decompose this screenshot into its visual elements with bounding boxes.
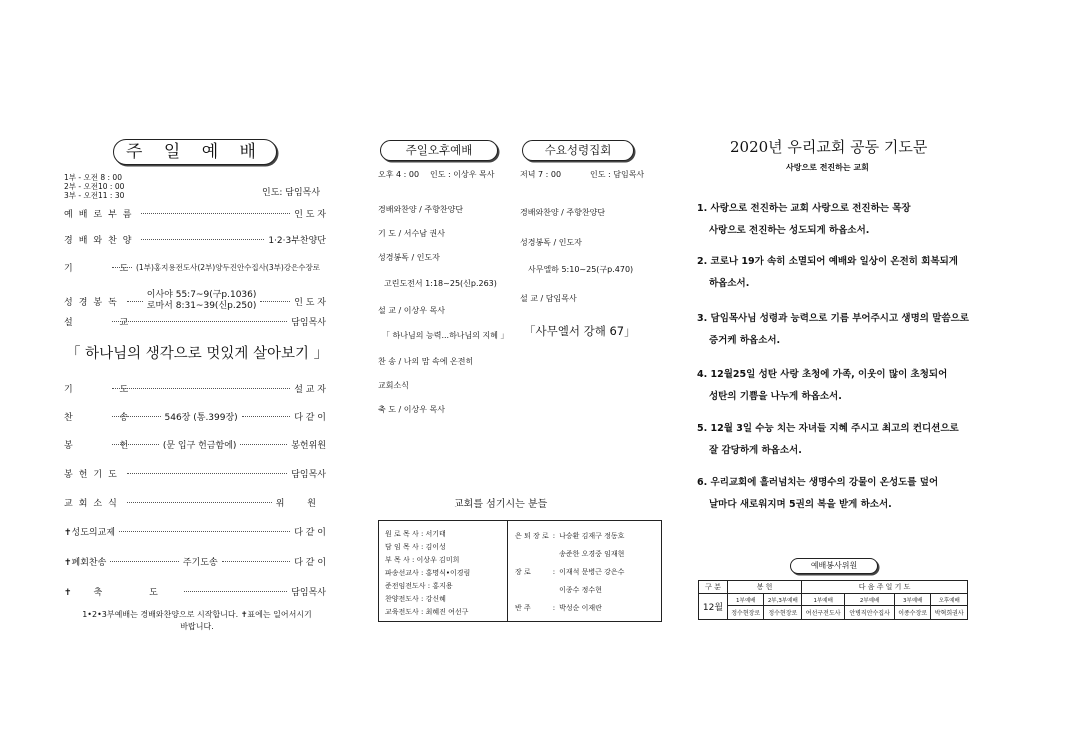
wednesday-title: 수요성령집회 [522, 140, 634, 161]
staff-entry: 찬양전도사 : 강신혜 [385, 594, 446, 603]
duty-name: 여선구전도사 [802, 606, 845, 620]
leader-dots [260, 301, 290, 302]
sunday-note [72, 609, 322, 633]
staff-row [383, 605, 472, 618]
leader-dots [112, 267, 132, 268]
staff-row [383, 592, 472, 605]
time-2: 2부 - 오전10 : 00 [64, 182, 125, 191]
order2-row [64, 382, 326, 395]
staff-row [513, 563, 626, 581]
staff-box [378, 520, 662, 622]
order-label: 경배와찬양 [64, 236, 138, 246]
order2-row [64, 467, 326, 480]
scripture-1: 이사야 55:7~9(구p.1036) [146, 290, 257, 300]
leader-dots [112, 321, 287, 322]
prayer-line: 1. 사랑으로 전진하는 교회 사랑으로 전진하는 목장 [697, 203, 911, 214]
order-label: 봉 헌 [64, 441, 151, 451]
order-row-scripture [64, 290, 326, 312]
order-right: 담임목사 [291, 318, 326, 328]
leader-dots [127, 301, 143, 302]
staff-entry: 담 임 목 사 : 김이성 [385, 542, 446, 551]
order-row-call [64, 207, 326, 220]
prayer-item [697, 251, 958, 295]
prayer-line: 성탄의 기쁨을 나누게 하옵소서. [709, 391, 842, 402]
leader-dots [141, 213, 290, 214]
duty-sub: 2부,3부예배 [764, 594, 802, 606]
leader-dots [127, 473, 287, 474]
scripture-refs [147, 290, 257, 312]
leader-dots [127, 502, 272, 503]
leader-dots [112, 388, 290, 389]
leader-dots [141, 239, 264, 240]
wednesday-item: 사무엘하 5:10~25(구p.470) [528, 265, 634, 274]
order-label: 기 도 [64, 385, 151, 395]
prayer-line: 날마다 새로워지며 5권의 복을 받게 하소서. [709, 499, 892, 510]
staff-row [383, 527, 472, 540]
staff-left-table [383, 527, 472, 618]
time-1: 1부 - 오전 8 : 00 [64, 173, 122, 182]
leader-dots [110, 561, 179, 562]
prayer-line: 5. 12월 3일 수능 치는 자녀들 지혜 주시고 최고의 컨디션으로 [697, 423, 959, 434]
duty-h-gubun: 구 분 [699, 581, 728, 594]
afternoon-item: 교회소식 [378, 381, 409, 390]
prayer-item [697, 308, 969, 352]
afternoon-time: 오후 4 : 00 [378, 170, 420, 179]
duty-name: 이종수장로 [894, 606, 930, 620]
staff-names: 이재석 문병근 강은수 [559, 568, 625, 576]
wednesday-leader: 인도 : 담임목사 [590, 170, 645, 179]
afternoon-item: 찬 송 / 나의 맘 속에 온전히 [378, 357, 474, 366]
staff-row [383, 579, 472, 592]
staff-colon: : [552, 532, 556, 540]
order-label: 성경봉독 [64, 297, 123, 308]
order2-row [64, 555, 326, 568]
staff-colon: : [552, 568, 556, 576]
leader-dots [112, 444, 159, 445]
order-value: (1부)홍지용전도사(2부)양두진안수집사(3부)강은수장로 [136, 263, 321, 272]
duty-header-row [699, 581, 968, 594]
prayer-line: 3. 담임목사님 성령과 능력으로 기름 부어주시고 생명의 말씀으로 [697, 313, 969, 324]
duty-name-row [699, 606, 968, 620]
staff-entry: 부 목 사 : 이상우 김미희 [385, 555, 460, 564]
prayer-line: 2. 코로나 19가 속히 소멸되어 예배와 일상이 온전히 회복되게 [697, 256, 958, 267]
order-row-praise [64, 233, 326, 246]
afternoon-title: 주일오후예배 [380, 140, 498, 161]
afternoon-item: 경배와찬양 / 주향찬양단 [378, 205, 464, 214]
order-right: 봉헌위원 [291, 441, 327, 451]
staff-names: 나승환 김재구 정동호 [559, 532, 625, 540]
order-right: 다 같 이 [294, 413, 326, 423]
order-right: 담임목사 [291, 470, 326, 480]
order-right: 담임목사 [291, 588, 326, 598]
prayer-line: 증거케 하옵소서. [709, 335, 781, 346]
order-right: 인 도 자 [294, 210, 326, 220]
sunday-leader: 인도: 담임목사 [262, 188, 321, 198]
staff-row [383, 540, 472, 553]
wednesday-item: 경배와찬양 / 주향찬양단 [520, 208, 606, 217]
prayer-item [697, 418, 959, 462]
order-label: 교회소식 [64, 499, 123, 509]
staff-entry: 원 로 목 사 : 서기태 [385, 529, 446, 538]
sunday-times [64, 173, 124, 200]
order-label: 찬 송 [64, 413, 151, 423]
order2-row [64, 585, 326, 598]
duty-table [698, 580, 968, 620]
staff-names: 송준한 오경중 임재현 [559, 550, 625, 558]
staff-divider [507, 521, 508, 621]
staff-title: 교회를 섬기시는 분들 [454, 499, 548, 510]
staff-role [513, 581, 551, 599]
wednesday-item: 설 교 / 담임목사 [520, 294, 577, 303]
order-right: 다 같 이 [294, 558, 327, 568]
staff-entry: 준전임전도사 : 홍지용 [385, 581, 453, 590]
prayer-item [697, 198, 911, 242]
note-line-2: 바랍니다. [180, 622, 214, 631]
order-label: 설 교 [64, 318, 151, 328]
afternoon-item: 축 도 / 이상우 목사 [378, 405, 445, 414]
order-label: 봉헌기도 [64, 470, 123, 480]
order-value: 주기도송 [182, 558, 218, 568]
staff-row [513, 581, 626, 599]
leader-dots [119, 531, 290, 532]
staff-role: 반 주 [515, 604, 531, 612]
sunday-title: 주 일 예 배 [113, 139, 277, 165]
order-label: ✝축 도 [64, 588, 180, 598]
leader-dots [242, 416, 291, 417]
order-right: 다 같 이 [294, 528, 326, 538]
staff-role: 장 로 [515, 568, 531, 576]
staff-colon: : [552, 604, 556, 612]
order-value: 546장 (통.399장) [164, 413, 238, 423]
order-right: 설 교 자 [294, 385, 326, 395]
order-row-prayer [64, 261, 326, 274]
duty-name: 박혁희권사 [931, 606, 968, 620]
staff-names: 박성순 이재란 [559, 604, 602, 612]
staff-row [513, 527, 626, 545]
duty-name: 안병직안수집사 [845, 606, 895, 620]
order-label: ✝폐회찬송 [64, 558, 107, 568]
prayer-title: 2020년 우리교회 공동 기도문 [730, 138, 928, 156]
prayer-line: 6. 우리교회에 흘러넘치는 생명수의 강물이 온성도를 덮어 [697, 477, 939, 488]
duty-sub: 2부예배 [845, 594, 895, 606]
prayer-line: 하옵소서. [709, 278, 750, 289]
order2-row [64, 525, 326, 538]
afternoon-item: 고린도전서 1:18~25(신p.263) [384, 279, 497, 288]
staff-names: 이종수 정수현 [559, 586, 602, 594]
order-right: 위 원 [275, 499, 326, 509]
staff-row [383, 566, 472, 579]
duty-h-next: 다 음 주 일 기 도 [802, 581, 968, 594]
staff-row [383, 553, 472, 566]
scripture-2: 로마서 8:31~39(신p.250) [146, 301, 257, 311]
prayer-line: 사랑으로 전진하는 성도되게 하옵소서. [709, 225, 870, 236]
duty-sub-row [699, 594, 968, 606]
duty-h-bongheon: 봉 헌 [728, 581, 802, 594]
staff-row [513, 599, 626, 617]
afternoon-item: 설 교 / 이상우 목사 [378, 306, 445, 315]
order2-row [64, 496, 326, 509]
prayer-item [697, 472, 938, 516]
order2-row [64, 438, 326, 451]
staff-entry: 교육전도사 : 최혜진 여선구 [385, 607, 469, 616]
duty-name: 정수현장로 [764, 606, 802, 620]
staff-role [513, 545, 551, 563]
wednesday-time: 저녁 7 : 00 [520, 170, 562, 179]
leader-dots [222, 561, 291, 562]
afternoon-item: 기 도 / 서수남 권사 [378, 229, 445, 238]
order-label: ✝성도의교제 [64, 528, 116, 538]
prayer-line: 잘 감당하게 하옵소서. [709, 445, 802, 456]
afternoon-leader: 인도 : 이상우 목사 [430, 170, 495, 179]
leader-dots [112, 416, 161, 417]
duty-name: 정수현장로 [728, 606, 764, 620]
order-right: 1·2·3부찬양단 [268, 236, 326, 246]
afternoon-item: 성경봉독 / 인도자 [378, 253, 440, 262]
staff-right-table [513, 527, 626, 617]
duty-sub: 1부예배 [802, 594, 845, 606]
leader-dots [240, 444, 287, 445]
order-label: 기 도 [64, 264, 151, 274]
leader-dots [184, 591, 287, 592]
duty-month: 12월 [699, 594, 728, 620]
order-right: 인 도 자 [294, 297, 326, 308]
order2-row [64, 410, 326, 423]
wednesday-item: 성경봉독 / 인도자 [520, 238, 582, 247]
sermon-title: 「 하나님의 생각으로 멋있게 살아보기 」 [66, 346, 329, 362]
wednesday-sermon: 「사무엘서 강해 67」 [524, 324, 636, 338]
duty-title: 예배봉사위원 [790, 558, 878, 574]
order-value: (문 입구 헌금함에) [162, 441, 237, 451]
duty-sub: 3부예배 [894, 594, 930, 606]
staff-role: 은 퇴 장 로 [515, 532, 549, 540]
prayer-line: 4. 12월25일 성탄 사랑 초청에 가족, 이웃이 많이 초청되어 [697, 369, 948, 380]
time-3: 3부 - 오전11 : 30 [64, 191, 125, 200]
prayer-item [697, 364, 947, 408]
prayer-subtitle: 사랑으로 전진하는 교회 [786, 163, 869, 172]
staff-row [513, 545, 626, 563]
duty-sub: 오후예배 [931, 594, 968, 606]
order-row-sermon [64, 315, 326, 328]
order-label: 예배로부름 [64, 210, 138, 220]
afternoon-item: 「 하나님의 능력...하나님의 지혜 」 [382, 331, 509, 340]
staff-entry: 파송선교사 : 홍명식•이경림 [385, 568, 471, 577]
note-line-1: 1•2•3부예배는 경배와찬양으로 시작합니다. ✝표에는 일어서시기 [82, 610, 312, 619]
duty-sub: 1부예배 [728, 594, 764, 606]
